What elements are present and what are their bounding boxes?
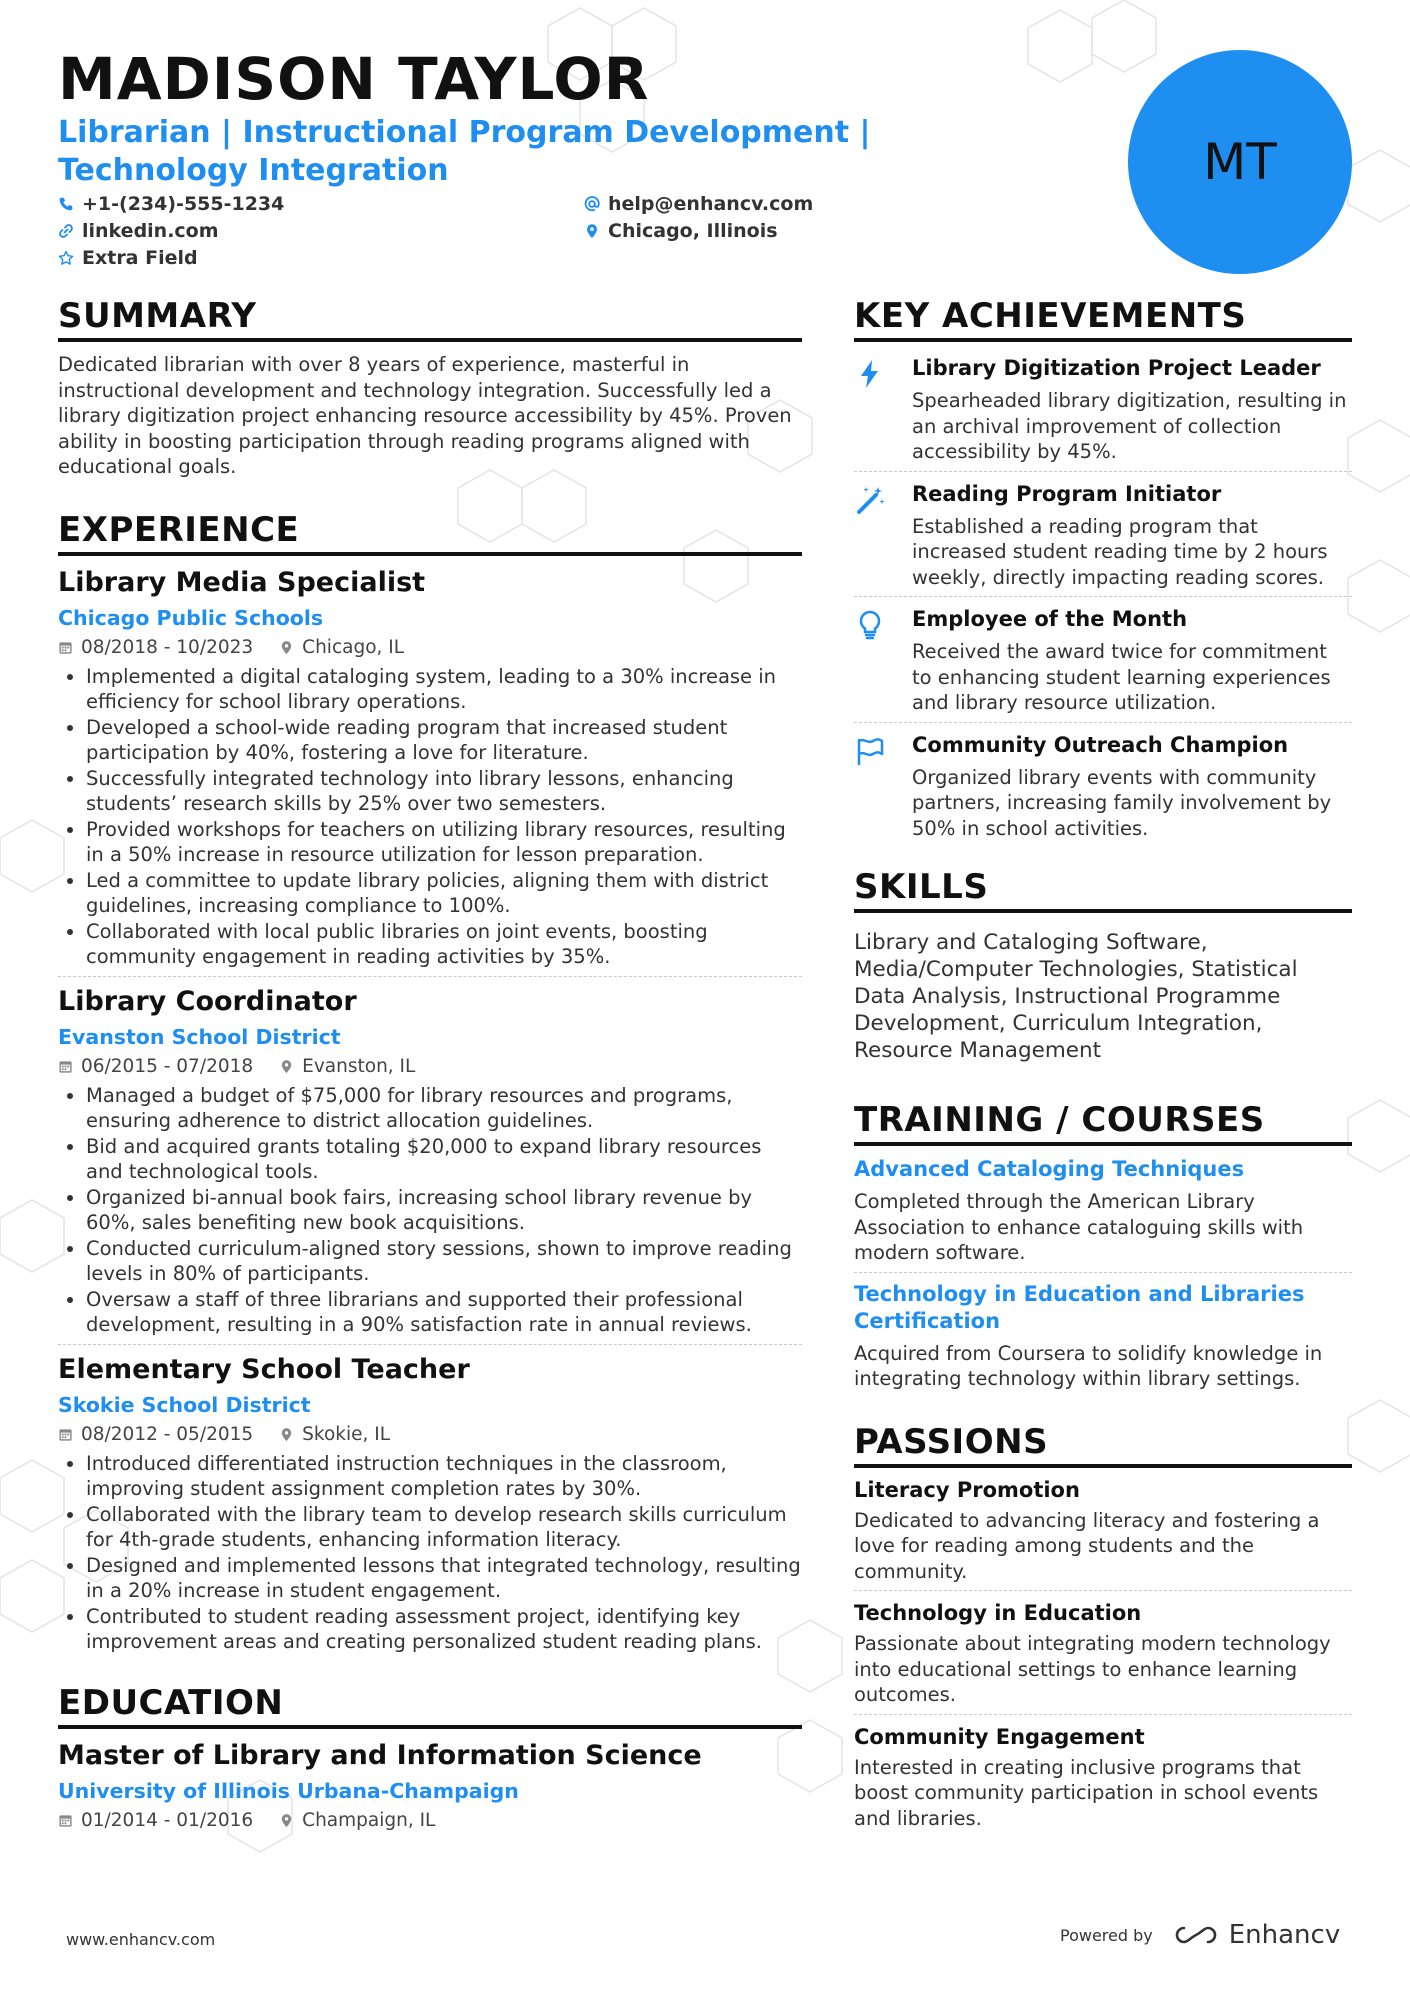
achievement-desc: Spearheaded library digitization, resulting in an archival improvement of collection accessibility by 45%. [912, 389, 1347, 463]
education-meta [58, 1809, 802, 1833]
powered-by-text: Powered by [1060, 1925, 1153, 1945]
job-location [279, 636, 404, 660]
achievement-item [854, 480, 1352, 591]
job-entry [58, 1353, 802, 1655]
job-dates [58, 1055, 253, 1079]
map-pin-icon [584, 223, 600, 239]
achievement-desc: Received the award twice for commitment to enhancing student learning experiences and library resource utilization. [912, 640, 1331, 714]
email-text: help@enhancv.com [608, 193, 814, 215]
achievement-title: Community Outreach Champion [912, 732, 1289, 757]
footer-branding [1060, 1920, 1340, 1950]
education-dates [58, 1809, 253, 1833]
education-location-text: Champaign, IL [302, 1809, 436, 1831]
job-location-text: Chicago, IL [302, 636, 405, 658]
achievements-heading: KEY ACHIEVEMENTS [854, 296, 1352, 342]
training-section [854, 1100, 1352, 1392]
avatar: MT [1128, 50, 1352, 274]
degree-title: Master of Library and Information Science [58, 1739, 702, 1771]
achievement-item [854, 605, 1352, 716]
at-icon [584, 196, 600, 212]
education-location [279, 1809, 435, 1833]
achievement-title: Employee of the Month [912, 607, 1188, 631]
achievement-item [854, 731, 1352, 842]
link-icon [58, 223, 74, 239]
star-icon [58, 250, 74, 266]
achievement-title: Reading Program Initiator [912, 481, 1222, 506]
training-heading: TRAINING / COURSES [854, 1100, 1352, 1146]
job-bullet: • Oversaw a staff of three librarians and supported their professional development, resulting in a 90% satisfaction rate in annual reviews. [86, 1287, 802, 1338]
passion-desc: Dedicated to advancing literacy and fostering a love for reading among students and the community. [854, 1508, 1320, 1583]
calendar-icon [58, 1813, 73, 1828]
job-bullet: • Successfully integrated technology into library lessons, enhancing students’ research skills by 25% over two semesters. [86, 766, 802, 817]
job-company[interactable]: Skokie School District [58, 1392, 311, 1417]
job-location-text: Evanston, IL [302, 1055, 416, 1077]
job-dates [58, 1423, 253, 1447]
job-bullet: • Contributed to student reading assessment project, identifying key improvement areas and creating personalized student reading plans. [86, 1604, 802, 1655]
job-bullet: • Collaborated with the library team to develop research skills curriculum for 4th-grade students, enhancing information literacy. [86, 1502, 802, 1553]
school-name[interactable]: University of Illinois Urbana-Champaign [58, 1778, 519, 1803]
contact-phone[interactable] [58, 193, 284, 215]
calendar-icon [58, 640, 73, 655]
calendar-icon [58, 1059, 73, 1074]
infinity-logo-icon [1173, 1923, 1219, 1947]
job-location-text: Skokie, IL [302, 1423, 391, 1445]
enhancv-logo[interactable] [1173, 1920, 1340, 1950]
divider [854, 1590, 1352, 1591]
contact-extra [58, 247, 198, 269]
job-meta [58, 1423, 802, 1447]
extra-text: Extra Field [82, 247, 198, 269]
course-item [854, 1156, 1352, 1266]
course-desc: Completed through the American Library Association to enhance cataloguing skills with modern software. [854, 1190, 1304, 1264]
divider [58, 1344, 802, 1345]
divider [854, 471, 1352, 472]
candidate-subtitle: Librarian | Instructional Program Development | Technology Integration [58, 115, 871, 188]
contact-linkedin[interactable] [58, 220, 219, 242]
job-dates [58, 636, 253, 660]
job-bullets [58, 664, 802, 970]
job-dates-text: 08/2012 - 05/2015 [81, 1423, 254, 1445]
job-bullet: • Provided workshops for teachers on utilizing library resources, resulting in a 50% increase in resource utilization for lesson preparation. [86, 817, 802, 868]
calendar-icon [58, 1427, 73, 1442]
left-column [58, 296, 802, 1833]
job-bullet: • Conducted curriculum-aligned story sessions, shown to improve reading levels in 80% of participants. [86, 1236, 802, 1287]
job-entry [58, 985, 802, 1338]
job-bullets [58, 1451, 802, 1655]
footer-website[interactable]: www.enhancv.com [66, 1930, 216, 1949]
job-bullet: • Designed and implemented lessons that integrated technology, resulting in a 20% increase in student engagement. [86, 1553, 802, 1604]
passion-title: Community Engagement [854, 1724, 1145, 1749]
summary-text: Dedicated librarian with over 8 years of experience, masterful in instructional development and technology integration. Successfully led a library digitization project enhancing resource accessibility by 45%. Proven ability in boosting participation through reading programs aligned with educational goals. [58, 353, 792, 478]
location-text: Chicago, Illinois [608, 220, 778, 242]
phone-text: +1-(234)-555-1234 [82, 193, 285, 215]
summary-section [58, 296, 802, 480]
job-bullet: • Developed a school-wide reading program that increased student participation by 40%, fostering a love for literature. [86, 715, 802, 766]
passions-heading: PASSIONS [854, 1422, 1352, 1468]
passion-item [854, 1723, 1352, 1832]
experience-section [58, 510, 802, 1655]
achievement-desc: Established a reading program that increased student reading time by 2 hours weekly, directly impacting reading scores. [912, 514, 1328, 589]
experience-heading: EXPERIENCE [58, 510, 802, 556]
divider [854, 1714, 1352, 1715]
job-location [279, 1055, 415, 1079]
job-bullet: • Implemented a digital cataloging system, leading to a 30% increase in efficiency for school library operations. [86, 664, 802, 715]
flag-icon [854, 731, 894, 842]
passion-desc: Passionate about integrating modern technology into educational settings to enhance learning outcomes. [854, 1632, 1331, 1706]
job-entry [58, 566, 802, 970]
divider [854, 1272, 1352, 1273]
education-entry [58, 1739, 802, 1833]
achievements-section [854, 296, 1352, 841]
lightbulb-icon [854, 605, 894, 716]
divider [854, 596, 1352, 597]
passions-section [854, 1422, 1352, 1832]
passion-item [854, 1599, 1352, 1708]
contact-email[interactable] [584, 193, 813, 215]
education-dates-text: 01/2014 - 01/2016 [81, 1809, 254, 1831]
job-bullets [58, 1083, 802, 1338]
skills-heading: SKILLS [854, 867, 1352, 913]
job-bullet: • Led a committee to update library policies, aligning them with district guidelines, increasing compliance to 100%. [86, 868, 802, 919]
map-pin-icon [279, 1813, 294, 1828]
course-title[interactable]: Advanced Cataloging Techniques [854, 1157, 1245, 1181]
achievement-item [854, 354, 1352, 465]
summary-heading: SUMMARY [58, 296, 802, 342]
job-bullet: • Collaborated with local public libraries on joint events, boosting community engagement in reading activities by 35%. [86, 919, 802, 970]
job-bullet: • Organized bi-annual book fairs, increasing school library revenue by 60%, sales benefiting new book acquisitions. [86, 1185, 802, 1236]
map-pin-icon [279, 640, 294, 655]
education-section [58, 1683, 802, 1833]
passion-title: Literacy Promotion [854, 1477, 1080, 1502]
job-meta [58, 636, 802, 660]
passion-desc: Interested in creating inclusive programs that boost community participation in school events and libraries. [854, 1755, 1319, 1830]
candidate-name: MADISON TAYLOR [58, 45, 650, 113]
brand-text: Enhancv [1228, 1920, 1341, 1950]
job-meta [58, 1055, 802, 1079]
skills-section [854, 867, 1352, 1064]
divider [58, 976, 802, 977]
job-dates-text: 06/2015 - 07/2018 [81, 1055, 254, 1077]
job-company[interactable]: Evanston School District [58, 1024, 341, 1049]
passion-title: Technology in Education [854, 1601, 1142, 1625]
achievement-desc: Organized library events with community partners, increasing family involvement by 50% in school activities. [912, 765, 1332, 840]
contact-location [584, 220, 778, 242]
map-pin-icon [279, 1427, 294, 1442]
lightning-icon [854, 354, 894, 465]
divider [854, 722, 1352, 723]
job-bullet: • Bid and acquired grants totaling $20,000 to expand library resources and technological tools. [86, 1134, 802, 1185]
job-company[interactable]: Chicago Public Schools [58, 605, 324, 630]
job-location [279, 1423, 390, 1447]
job-title: Library Media Specialist [58, 566, 426, 598]
job-title: Elementary School Teacher [58, 1353, 470, 1385]
course-title[interactable]: Technology in Education and Libraries Certification [854, 1281, 1305, 1333]
map-pin-icon [279, 1059, 294, 1074]
skills-text: Library and Cataloging Software, Media/Computer Technologies, Statistical Data Analysis, Instructional Programme Development, Curriculum Integration, Resource Management [854, 930, 1298, 1063]
right-column [854, 296, 1352, 1831]
passion-item [854, 1476, 1352, 1585]
magic-wand-icon [854, 480, 894, 591]
job-bullet: • Managed a budget of $75,000 for library resources and programs, ensuring adherence to district allocation guidelines. [86, 1083, 802, 1134]
job-dates-text: 08/2018 - 10/2023 [81, 636, 254, 658]
course-desc: Acquired from Coursera to solidify knowledge in integrating technology within library settings. [854, 1341, 1323, 1390]
job-bullet: • Introduced differentiated instruction techniques in the classroom, improving student assignment completion rates by 30%. [86, 1451, 802, 1502]
linkedin-text: linkedin.com [82, 220, 219, 242]
achievement-title: Library Digitization Project Leader [912, 356, 1321, 380]
phone-icon [58, 196, 74, 212]
education-heading: EDUCATION [58, 1683, 802, 1729]
course-item [854, 1281, 1352, 1392]
job-title: Library Coordinator [58, 985, 357, 1017]
